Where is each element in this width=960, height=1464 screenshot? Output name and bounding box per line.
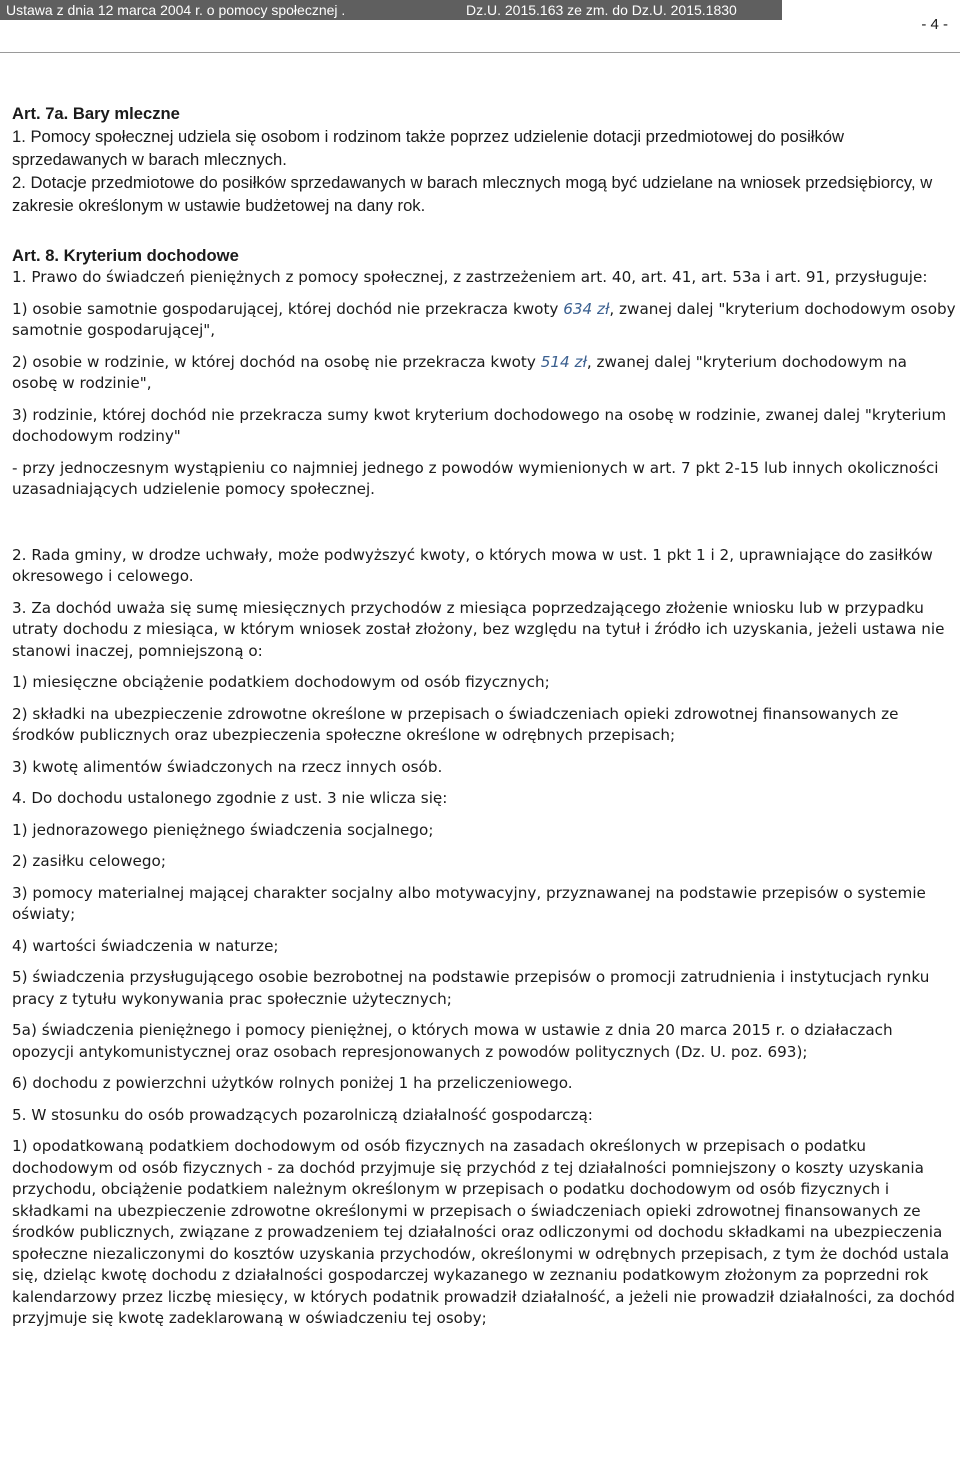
ust-4-item-3: 3) pomocy materialnej mającej charakter socjalny albo motywacyjny, przyznawanej na podstawie przepisów o systemie oświaty; (12, 883, 926, 923)
article-8-ust-4: 4. Do dochodu ustalonego zgodnie z ust. 3 nie wlicza się: (12, 789, 448, 807)
item-1-text-end: , zwanej dalej "kryterium dochodowym osoby samotnie gospodarującej", (12, 299, 956, 339)
document-body (12, 102, 956, 1330)
ust-3-item-1: 1) miesięczne obciążenie podatkiem dochodowym od osób fizycznych; (12, 673, 550, 691)
article-7a-paragraph-1: 1. Pomocy społecznej udziela się osobom i rodzinom także poprzez udzielenie dotacji przedmiotowej do posiłków sprzedawanych w barach mlecznych. (12, 127, 844, 169)
article-8-item-1 (12, 299, 956, 342)
item-2-text-end: , zwanej dalej "kryterium dochodowym na osobę w rodzinie", (12, 352, 907, 392)
article-8-intro: 1. Prawo do świadczeń pieniężnych z pomocy społecznej, z zastrzeżeniem art. 40, art. 41, art. 53a i art. 91, przysługuje: (12, 268, 928, 286)
page-header (0, 0, 960, 52)
income-amount-single: 634 zł (563, 299, 610, 318)
ust-3-item-2: 2) składki na ubezpieczenie zdrowotne określone w przepisach o świadczeniach opieki zdrowotnej finansowanych ze środków publicznych oraz ubezpieczenia społeczne określone w odrębnych przepisach; (12, 704, 899, 744)
article-8-ust-2: 2. Rada gminy, w drodze uchwały, może podwyższyć kwoty, o których mowa w ust. 1 pkt 1 i 2, uprawniające do zasiłków okresowego i celowego. (12, 545, 933, 585)
ust-5-item-1: 1) opodatkowaną podatkiem dochodowym od osób fizycznych na zasadach określonych w przepisach o podatku dochodowym od osób fizycznych - za dochód przyjmuje się przychód z tej działalności pomniejszony o koszty uzyskania przychodu, obciążenie podatkiem należnym określonym w przepisach o podatku dochodowym od osób fizycznych i składkami na ubezpieczenie zdrowotne określonymi w przepisach o świadczeniach opieki zdrowotnej finansowanych ze środków publicznych, związane z prowadzeniem tej działalności oraz odliczonymi od dochodu składkami na ubezpieczenia społeczne niezaliczonymi do kosztów uzyskania przychodów, określonymi w odrębnych przepisach, z tym że dochód ustala się, dzieląc kwotę dochodu z działalności gospodarczej wykazanego w zeznaniu podatkowym złożonym za poprzedni rok kalendarzowy przez liczbę miesięcy, w których podatnik prowadził działalność, a jeżeli nie prowadził działalności, za dochód przyjmuje się kwotę zadeklarowaną w oświadczeniu tej osoby; (12, 1137, 955, 1327)
article-8-dash-clause: - przy jednoczesnym wystąpieniu co najmniej jednego z powodów wymienionych w art. 7 pkt 2-15 lub innych okoliczności uzasadniających udzielenie pomocy społecznej. (12, 458, 939, 498)
article-7a-paragraph-2: 2. Dotacje przedmiotowe do posiłków sprzedawanych w barach mlecznych mogą być udzielane na wniosek przedsiębiorcy, w zakresie określonym w ustawie budżetowej na dany rok. (12, 173, 933, 215)
article-8-ust-5: 5. W stosunku do osób prowadzących pozarolniczą działalność gospodarczą: (12, 1105, 593, 1124)
item-1-text: 1) osobie samotnie gospodarującej, której dochód nie przekracza kwoty (12, 299, 564, 318)
income-amount-per-person: 514 zł (540, 352, 587, 371)
article-8-item-2 (12, 352, 956, 395)
ust-4-item-1: 1) jednorazowego pieniężnego świadczenia socjalnego; (12, 820, 434, 839)
header-divider (0, 52, 960, 53)
ust-4-item-5: 5) świadczenia przysługującego osobie bezrobotnej na podstawie przepisów o promocji zatrudnienia i instytucjach rynku pracy z tytułu wykonywania prac społecznie użytecznych; (12, 968, 930, 1008)
ust-3-item-3: 3) kwotę alimentów świadczonych na rzecz innych osób. (12, 757, 443, 776)
journal-reference: Dz.U. 2015.163 ze zm. do Dz.U. 2015.1830 (466, 2, 737, 18)
page-number: - 4 - (921, 16, 948, 33)
act-title: Ustawa z dnia 12 marca 2004 r. o pomocy społecznej . (6, 2, 346, 18)
article-8-item-3: 3) rodzinie, której dochód nie przekracza sumy kwot kryterium dochodowego na osobę w rodzinie, zwanej dalej "kryterium dochodowym rodziny" (12, 405, 947, 445)
article-8-heading: Art. 8. Kryterium dochodowe (12, 246, 239, 265)
ust-4-item-2: 2) zasiłku celowego; (12, 852, 166, 870)
item-2-text: 2) osobie w rodzinie, w której dochód na osobę nie przekracza kwoty (12, 352, 541, 371)
ust-4-item-5a: 5a) świadczenia pieniężnego i pomocy pieniężnej, o których mowa w ustawie z dnia 20 marca 2015 r. o działaczach opozycji antykomunistycznej oraz osobach represjonowanych z powodów politycznych (Dz. U. poz. 693); (12, 1021, 893, 1061)
document-header-bar (0, 0, 782, 20)
ust-4-item-6: 6) dochodu z powierzchni użytków rolnych poniżej 1 ha przeliczeniowego. (12, 1074, 573, 1092)
article-7a-heading: Art. 7a. Bary mleczne (12, 104, 180, 123)
ust-4-item-4: 4) wartości świadczenia w naturze; (12, 936, 279, 955)
article-8-ust-3: 3. Za dochód uważa się sumę miesięcznych przychodów z miesiąca poprzedzającego złożenie wniosku lub w przypadku utraty dochodu z miesiąca, w którym wniosek został złożony, bez względu na tytuł i źródło ich uzyskania, jeżeli ustawa nie stanowi inaczej, pomniejszoną o: (12, 598, 945, 660)
